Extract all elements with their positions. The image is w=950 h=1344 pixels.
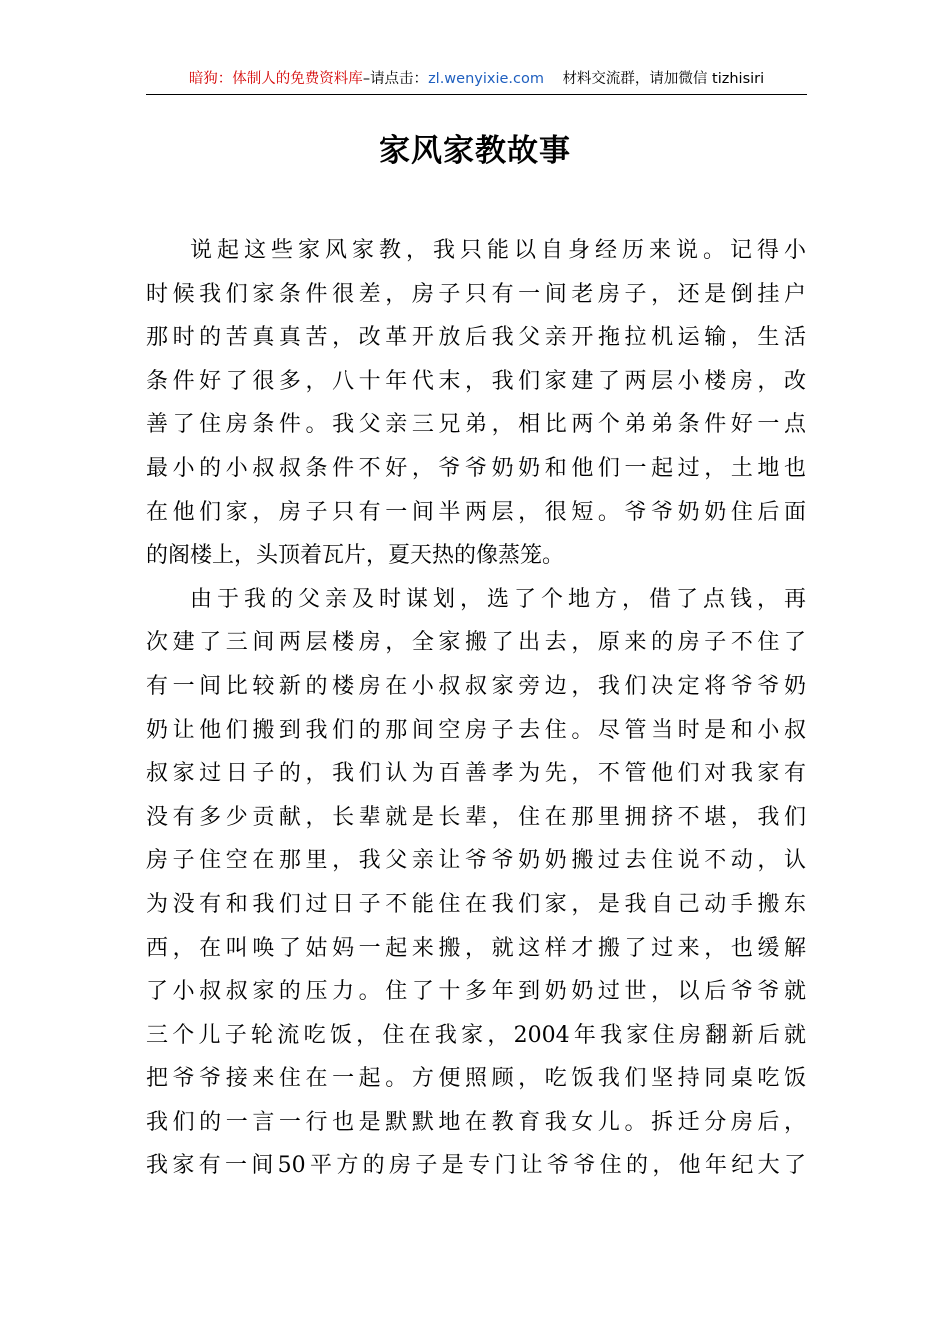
text-line: 条件好了很多，八十年代末，我们家建了两层小楼房，改 xyxy=(146,368,806,394)
header-contact-text: 材料交流群，请加微信 tizhisiri xyxy=(562,71,765,87)
text-line: 时候我们家条件很差，房子只有一间老房子，还是倒挂户 xyxy=(146,281,806,307)
text-line: 有一间比较新的楼房在小叔叔家旁边，我们决定将爷爷奶 xyxy=(146,673,806,699)
paragraph-1 xyxy=(146,229,806,578)
text-line: 把爷爷接来住在一起。方便照顾，吃饭我们坚持同桌吃饭 xyxy=(146,1066,806,1092)
text-line: 我家有一间50平方的房子是专门让爷爷住的，他年纪大了 xyxy=(146,1153,806,1179)
header-brand: 暗狗：体制人的免费资料库 xyxy=(188,71,363,87)
text-line: 善了住房条件。我父亲三兄弟，相比两个弟弟条件好一点 xyxy=(146,412,806,438)
article-body xyxy=(146,229,806,1188)
text-line: 奶让他们搬到我们的那间空房子去住。尽管当时是和小叔 xyxy=(146,717,806,743)
text-line: 在他们家，房子只有一间半两层，很短。爷爷奶奶住后面 xyxy=(146,499,806,525)
text-line: 我们的一言一行也是默默地在教育我女儿。拆迁分房后， xyxy=(146,1109,806,1135)
page-header xyxy=(146,68,807,95)
page-title: 家风家教故事 xyxy=(379,133,571,169)
text-line: 说起这些家风家教，我只能以自身经历来说。记得小 xyxy=(190,238,806,263)
header-prompt: –请点击： xyxy=(362,71,429,87)
text-line: 了小叔叔家的压力。住了十多年到奶奶过世，以后爷爷就 xyxy=(146,979,806,1005)
text-line: 最小的小叔叔条件不好，爷爷奶奶和他们一起过，土地也 xyxy=(146,455,806,481)
text-line: 为没有和我们过日子不能住在我们家，是我自己动手搬东 xyxy=(146,891,806,917)
header-contact xyxy=(544,71,562,87)
text-line: 没有多少贡献，长辈就是长辈，住在那里拥挤不堪，我们 xyxy=(146,804,806,830)
text-line: 那时的苦真真苦，改革开放后我父亲开拖拉机运输，生活 xyxy=(146,325,806,351)
text-line: 次建了三间两层楼房，全家搬了出去，原来的房子不住了 xyxy=(146,630,806,656)
header-url-link[interactable]: zl.wenyixie.com xyxy=(428,71,544,87)
text-line: 西，在叫唤了姑妈一起来搬，就这样才搬了过来，也缓解 xyxy=(146,935,806,961)
text-line: 由于我的父亲及时谋划，选了个地方，借了点钱，再 xyxy=(190,586,806,612)
text-line: 三个儿子轮流吃饭，住在我家，2004年我家住房翻新后就 xyxy=(146,1022,806,1048)
text-line: 的阁楼上，头顶着瓦片，夏天热的像蒸笼。 xyxy=(146,543,565,569)
paragraph-2 xyxy=(146,578,806,1188)
text-line: 房子住空在那里，我父亲让爷爷奶奶搬过去住说不动，认 xyxy=(146,848,806,874)
text-line: 叔家过日子的，我们认为百善孝为先，不管他们对我家有 xyxy=(146,761,806,787)
